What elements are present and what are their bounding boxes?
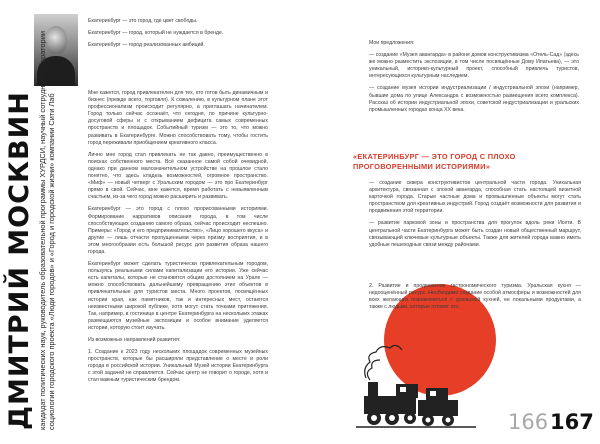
paragraph: 1. Создание к 2023 году нескольких площадок современных музейных пространств, которые бы расширяли представление о месте и роли города в российской истории. Уникальный Музей истории Екатеринбурга с этой задачей не справляется. Сейчас центр не говорит о городе, хотя и стал важным туристическим брендом.: [88, 349, 268, 384]
author-bio: кандидат политических наук, руководитель образовательной программы ХУРДСИ, научный сотрудник Лаборатории социологии городского проекта «Люди городов» и «Город и городской жизни» компании Сити Лаб: [38, 31, 56, 430]
pull-quote-heading: «ЕКАТЕРИНБУРГ — ЭТО ГОРОД С ПЛОХО ПРОГОВОРЕННЫМИ ИСТОРИЯМИ»: [353, 152, 516, 171]
right-bottom-paragraph: [369, 283, 581, 311]
paragraph: Екатеринбург — это город с плохо прорисованными историями. Формирование нарративов описания города, в том числе способствующих созданию самого образа, сейчас происходит неспешно. Примеры: «Город и его предпринимательство», «Лицо хорошего вкуса» и другие — лишь отчасти пропущенными через призму восприятия, и в этом многообразии есть большой ресурс для развития образа нашего города.: [88, 206, 268, 255]
paragraph: Мне кажется, город привлекателен для тех, кто готов быть динамичным и бизнес (прежде всего, торговля). К сожалению, в культурном плане этот профессионализм происходит регулярно, а приглашать начинателем. Город только сейчас осознаёт, что сегодня, по причине культурно-досуговой сферы и с открыванием дефицита самых современных пространств и площадок. Событийный туризм — это то, что можно развивать в Екатеринбурге. Можно способствовать тому, чтобы гостить город переживали приобщением креативного класса.: [88, 90, 268, 146]
right-middle-column: [369, 180, 581, 254]
left-body-column: [88, 90, 268, 390]
paragraph: Лично мне город стал привлекать не так давно, преимущественно в поисках собственного места. Всё сказанное самой собой очевидной, однако при данном малозначительном устройстве на прошлое стало понятно, что здесь кладезь возможностей, огромное пространство. «Миф» — новый четверг с Уральским городом — это про Екатеринбург прямо в свой. Сейчас, мне кажется, время работать с невыявленным счастьем, из-за чего город можно расширить и развивать.: [88, 151, 268, 201]
author-name: ДМИТРИЙ МОСКВИН: [4, 91, 35, 430]
page-number-right: 167: [550, 410, 594, 434]
intro-line: Екатеринбург — город, который не нуждается в бренде.: [88, 30, 224, 37]
paragraph: — создание «Музея авангарда» в районе домов конструктивизма «Отель-Сад» (здесь же можно разместить экспозиции, в том числе посвящённые Дому Ипатьева), — это уникальный, историко-культурный проект, способный привлечь туристов, интересующихся культурным наследием.: [369, 52, 579, 80]
paragraph: — создание сквера конструктивистов центральной части города. Уникальная архитектура, связанная с эпохой авангарда, способная стать настоящей визитной карточкой города. Старые частные дома и промышленные объекты могут стать пространством для креативных индустрий. Город создаёт возможности для развития и продвижения этой территории.: [369, 180, 581, 215]
paragraph: — создание музея истории индустриализации / индустриальной эпохи (например, бывшие дома по улице Александра с возможностью размещения всего комплекса). Рассказ об истории индустриальной эпохи, советской индустриализации и уральских промышленных городах конца XX века.: [369, 85, 579, 113]
intro-line: Екатеринбург — это город, где цвет свободы.: [88, 18, 198, 24]
right-top-column: [369, 40, 579, 119]
paragraph: — развитие парковой зоны и пространства для прогулок вдоль реки Исети. В центральной части Екатеринбурга может быть создан новый общественный маршрут, связывающий ключевые культурные объекты. Также для жителей города важно иметь удобные пешеходные связи между районами.: [369, 220, 581, 248]
intro-block: [88, 18, 253, 54]
paragraph: 2. Развитие и продвижение гастрономического туризма. Уральская кухня — недооценённый ресурс. Необходимо создание особой атмосферы и возможностей для всех желающих познакомиться с уральской кухней, ее локальными продуктами, а также с людьми, которые готовят это.: [369, 283, 581, 311]
paragraph: Екатеринбург может сделать туристически привлекательным городом, пользуясь реальными силами капитализации его истории. Уже сейчас есть капиталы, которые не становятся общим достоянием на Урале — можно способствовать дальнейшему превращению этих объектов в привлекательные для туристов места. Много проектов, посвящённых истории края, как памятников, так и интересных мест, остаются неизвестными широкой публике, хотя могут стать точками притяжения. Так, например, в гостинице в центре Екатеринбурга на нескольких этажах размещаются музейные экспозиции и особое внимание уделяется истории, которую стоит изучать.: [88, 261, 268, 331]
paragraph: Из возможных направлений развития:: [88, 337, 181, 343]
page-number-left: 166: [508, 410, 549, 434]
section-label: Мои предложения:: [369, 40, 415, 46]
intro-line: Екатеринбург — город реализованных амбиций.: [88, 42, 205, 49]
steam-trains-illustration: [356, 338, 476, 433]
